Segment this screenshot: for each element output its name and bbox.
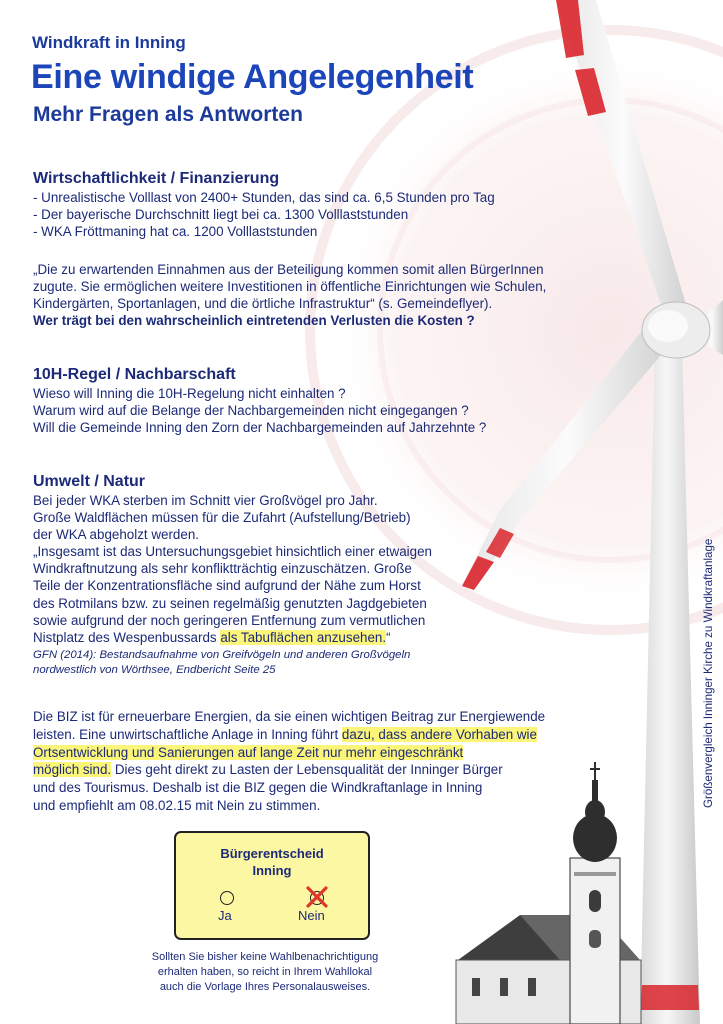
- option-yes-circle[interactable]: [220, 891, 234, 905]
- conclusion-line: und empfiehlt am 08.02.15 mit Nein zu stimmen.: [33, 797, 321, 813]
- note-line: Sollten Sie bisher keine Wahlbenachrichtigung: [151, 951, 379, 963]
- kicker-title: Windkraft in Inning: [32, 33, 186, 52]
- conclusion-paragraph: [33, 708, 545, 815]
- highlight-ortsentwicklung: Ortsentwicklung und Sanierungen auf lange Zeit nur mehr eingeschränkt: [33, 744, 464, 760]
- vertical-caption: Größenvergleich Inninger Kirche zu Windkraftanlage: [702, 538, 715, 808]
- voting-note: [120, 950, 410, 995]
- conclusion-line: leisten. Eine unwirtschaftliche Anlage in Inning führt dazu, dass andere Vorhaben wie: [33, 726, 537, 742]
- economy-bullets: [33, 189, 495, 240]
- citation-line: GFN (2014): Bestandsaufnahme von Greifvögeln und anderen Großvögeln: [33, 649, 411, 661]
- conclusion-line: Die BIZ ist für erneuerbare Energien, da sie einen wichtigen Beitrag zur Energiewende: [33, 709, 546, 724]
- bullet-item: - Der bayerische Durchschnitt liegt bei ca. 1300 Volllaststunden: [33, 207, 409, 223]
- highlight-moeglich: möglich sind.: [33, 762, 112, 778]
- citation: [33, 648, 410, 678]
- conclusion-line: und des Tourismus. Deshalb ist die BIZ gegen die Windkraftanlage in Inning: [33, 780, 483, 796]
- nature-line-last: Nistplatz des Wespenbussards als Tabuflächen anzusehen.“: [33, 629, 391, 645]
- ballot-box: [174, 831, 370, 940]
- tower-stripe-red: [641, 985, 699, 1010]
- section-heading-nature: Umwelt / Natur: [33, 473, 146, 490]
- nature-line: Große Waldflächen müssen für die Zufahrt (Aufstellung/Betrieb): [33, 510, 411, 526]
- note-line: erhalten haben, so reicht in Ihrem Wahllokal: [157, 966, 373, 978]
- nature-line: Windkraftnutzung als sehr konfliktträchtig einzuschätzen. Große: [33, 561, 412, 577]
- note-line: auch die Vorlage Ihres Personalausweises.: [159, 981, 371, 993]
- nature-line: „Insgesamt ist das Untersuchungsgebiet hinsichtlich einer etwaigen: [33, 544, 432, 560]
- nature-line: des Rotmilans bzw. zu seinen regelmäßig genutzten Jagdgebieten: [33, 595, 427, 611]
- bullet-item: - Unrealistische Volllast von 2400+ Stunden, das sind ca. 6,5 Stunden pro Tag: [33, 190, 495, 205]
- question-line: Will die Gemeinde Inning den Zorn der Nachbargemeinden auf Jahrzehnte ?: [33, 420, 487, 436]
- quote-line: zugute. Sie ermöglichen weitere Investitionen in öffentliche Einrichtungen wie Schulen,: [33, 279, 547, 295]
- highlight-tabu: als Tabuflächen anzusehen.: [220, 629, 387, 645]
- option-no-label: Nein: [298, 908, 325, 923]
- subheadline: Mehr Fragen als Antworten: [33, 103, 303, 126]
- nature-line: Teile der Konzentrationsfläche sind aufgrund der Nähe zum Horst: [33, 578, 421, 594]
- conclusion-line: [33, 744, 545, 762]
- question-line: Warum wird auf die Belange der Nachbargemeinden nicht eingegangen ?: [33, 403, 469, 419]
- economy-quote: [33, 261, 546, 329]
- question-line: Wieso will Inning die 10H-Regelung nicht einhalten ?: [33, 386, 346, 401]
- quote-line: Kindergärten, Sportanlagen, und die örtliche Infrastruktur“ (s. Gemeindeflyer).: [33, 296, 493, 312]
- nature-text: [33, 492, 432, 646]
- 10h-questions: [33, 385, 486, 436]
- section-heading-10h: 10H-Regel / Nachbarschaft: [33, 366, 236, 383]
- nature-line: Bei jeder WKA sterben im Schnitt vier Großvögel pro Jahr.: [33, 493, 378, 508]
- bullet-item: - WKA Fröttmaning hat ca. 1200 Volllaststunden: [33, 224, 318, 240]
- conclusion-line: möglich sind. Dies geht direkt zu Lasten der Lebensqualität der Inninger Bürger: [33, 762, 503, 778]
- nature-line: der WKA abgeholzt werden.: [33, 527, 199, 543]
- option-yes-label: Ja: [218, 908, 232, 923]
- ballot-title: Bürgerentscheid Inning: [220, 846, 324, 878]
- headline: Eine windige Angelegenheit: [31, 58, 474, 96]
- quote-line: „Die zu erwartenden Einnahmen aus der Beteiligung kommen somit allen BürgerInnen: [33, 262, 544, 277]
- nature-line: sowie aufgrund der noch geringeren Entfernung zum vermutlichen: [33, 612, 426, 628]
- citation-line: nordwestlich von Wörthsee, Endbericht Seite 25: [33, 664, 276, 676]
- highlight-vorhaben: dazu, dass andere Vorhaben wie: [341, 726, 537, 742]
- cross-mark-icon: [306, 886, 328, 908]
- section-heading-economy: Wirtschaftlichkeit / Finanzierung: [33, 170, 280, 187]
- economy-question: Wer trägt bei den wahrscheinlich eintretenden Verlusten die Kosten ?: [33, 313, 475, 329]
